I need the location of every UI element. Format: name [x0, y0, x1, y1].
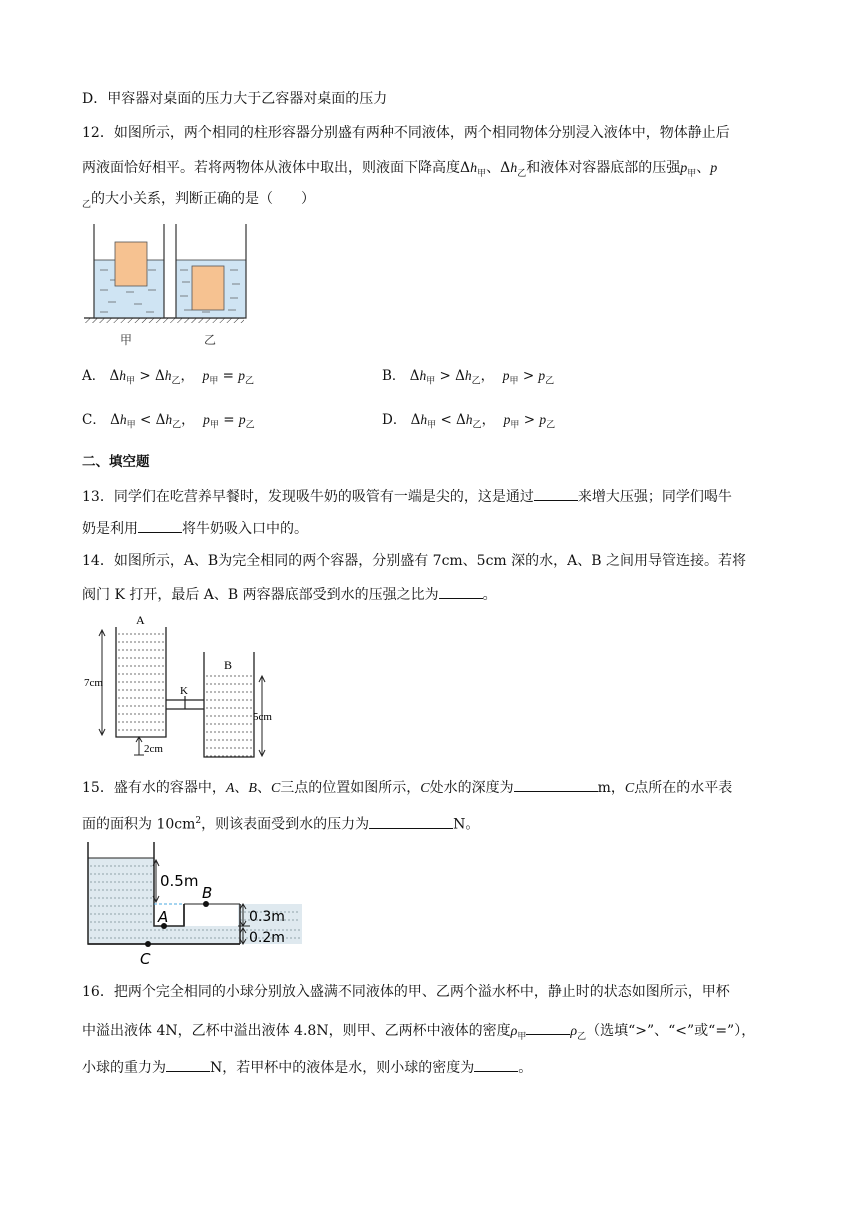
container-right: [176, 224, 246, 318]
q14-blank[interactable]: [439, 584, 483, 599]
connecting-tube: [166, 696, 204, 709]
q13-line2: 奶是利用 将牛奶吸入口中的。: [82, 518, 308, 539]
label-point-c: C: [140, 950, 151, 968]
q15-line2: 面的面积为 $10cm^2$，则该表面受到水的压力为 N。: [82, 811, 479, 835]
q11-option-d: D．甲容器对桌面的压力大于乙容器对桌面的压力: [82, 91, 388, 107]
ground-hatch: [84, 318, 244, 323]
label-yi: 乙: [204, 333, 217, 347]
q16-blank-2[interactable]: [166, 1057, 210, 1072]
label-point-b: B: [202, 884, 213, 902]
label-5cm: 5cm: [253, 711, 272, 723]
q15-blank-2[interactable]: [369, 814, 453, 829]
label-k: K: [180, 685, 188, 697]
q12-figure: [82, 220, 252, 350]
q16-line2: 中溢出液体 4N，乙杯中溢出液体 4.8N，则甲、乙两杯中液体的密度$\rho_甲$ $\rho_乙$（选填“>”、“<”或“=”），: [82, 1020, 755, 1047]
label-b: B: [224, 658, 233, 672]
q16-blank-3[interactable]: [474, 1057, 518, 1072]
q12-option-d[interactable]: D． $\Delta h_甲 < \Delta h_乙$， $p_甲 > p_乙$: [382, 412, 556, 431]
q12-option-c[interactable]: C． $\Delta h_甲 < \Delta h_乙$， $p_甲 = p_乙$: [82, 412, 255, 431]
q12-line1: 12．如图所示，两个相同的柱形容器分别盛有两种不同液体，两个相同物体分别浸入液体中，物体静止后: [82, 125, 730, 141]
q14-line1: 14．如图所示，A、B为完全相同的两个容器，分别盛有 7cm、5cm 深的水，A、B 之间用导管连接。若将: [82, 553, 747, 569]
container-left: [94, 224, 164, 318]
label-03m: 0.3m: [249, 909, 285, 925]
q16-blank-1[interactable]: [526, 1020, 570, 1035]
q15-figure: [84, 842, 324, 968]
section-title-fill-blank: 二、填空题: [82, 454, 150, 470]
q12-option-b[interactable]: B． $\Delta h_甲 > \Delta h_乙$， $p_甲 > p_乙$: [382, 368, 555, 387]
q14-figure: [84, 612, 284, 762]
container-a: [116, 627, 166, 737]
label-05m: 0.5m: [160, 872, 199, 890]
label-02m: 0.2m: [249, 930, 285, 946]
label-7cm: 7cm: [84, 677, 103, 689]
q13-blank-1[interactable]: [534, 486, 578, 501]
object-right: [192, 266, 224, 310]
q15-line1: 15．盛有水的容器中，A、B、C三点的位置如图所示，C处水的深度为 m，C点所在的水平表: [82, 777, 732, 799]
q12-line2: 两液面恰好相平。若将两物体从液体中取出，则液面下降高度$\Delta h_甲$、$\Delta h_乙$和液体对容器底部的压强$p_甲$、p: [82, 160, 718, 179]
point-c: [145, 941, 151, 947]
q12-line3: $_乙$的大小关系，判断正确的是（ ）: [82, 191, 316, 210]
dim-2cm: [134, 737, 144, 755]
label-jia: 甲: [120, 333, 133, 347]
q13-line1: 13．同学们在吃营养早餐时，发现吸牛奶的吸管有一端是尖的，这是通过 来增大压强；同学们喝牛: [82, 486, 732, 507]
q12-option-a[interactable]: A． $\Delta h_甲 > \Delta h_乙$， $p_甲 = p_乙$: [82, 368, 255, 387]
q14-line2: 阀门 K 打开，最后 A、B 两容器底部受到水的压强之比为 。: [82, 584, 497, 605]
label-2cm: 2cm: [144, 743, 163, 755]
q16-line1: 16．把两个完全相同的小球分别放入盛满不同液体的甲、乙两个溢水杯中，静止时的状态如图所示，甲杯: [82, 984, 730, 1000]
object-left: [115, 242, 147, 286]
q16-line3: 小球的重力为 N，若甲杯中的液体是水，则小球的密度为 。: [82, 1057, 532, 1078]
label-a: A: [136, 613, 145, 627]
q13-blank-2[interactable]: [138, 518, 182, 533]
q15-blank-1[interactable]: [514, 777, 598, 792]
label-point-a: A: [158, 908, 169, 926]
